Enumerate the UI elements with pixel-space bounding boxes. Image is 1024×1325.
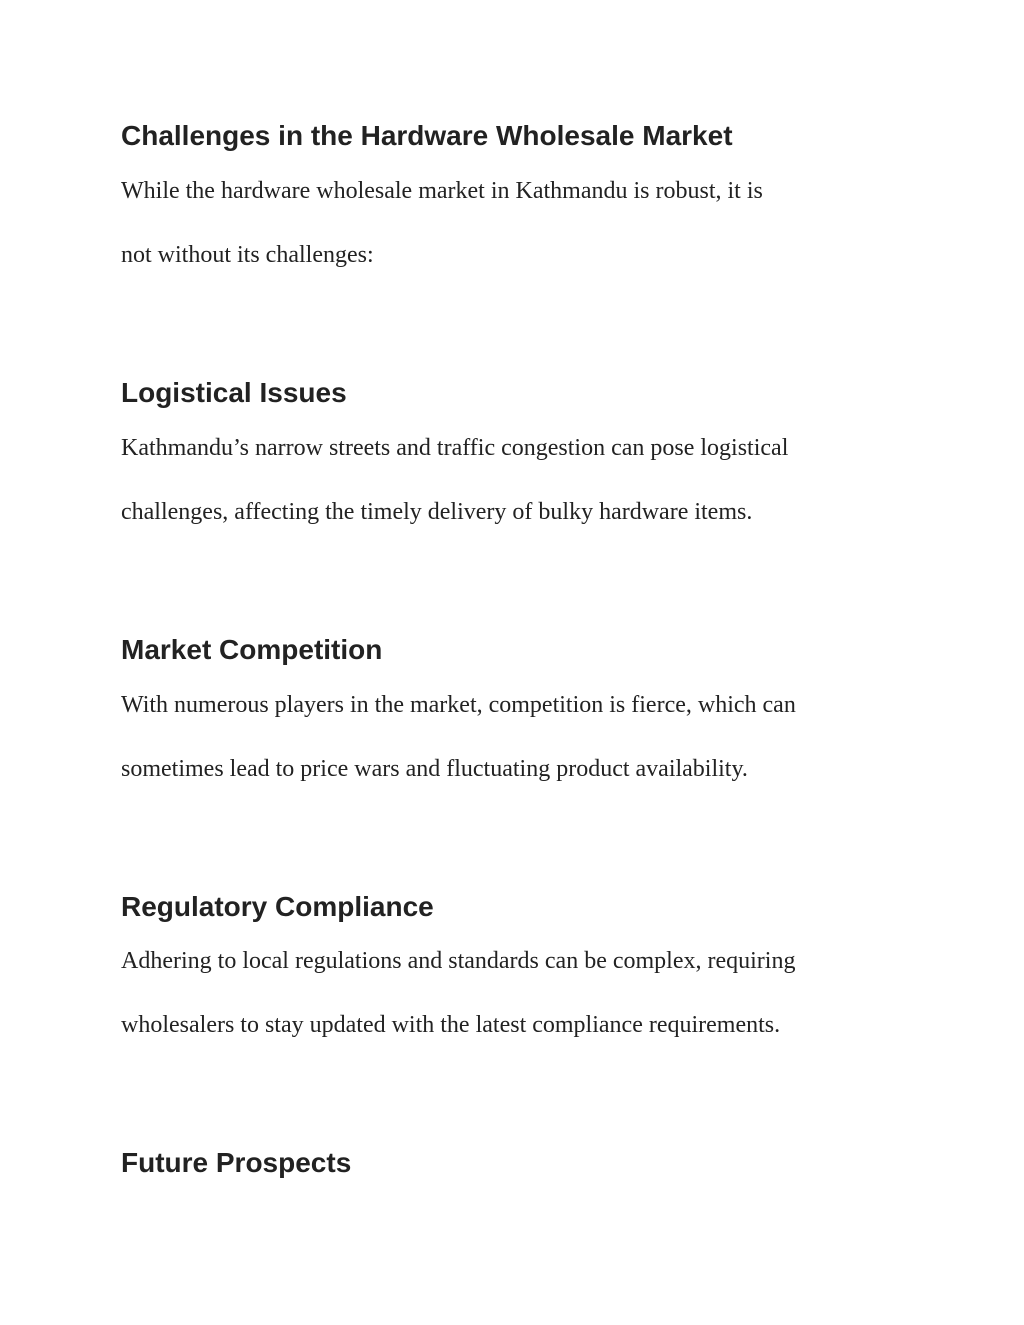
paragraph-line: challenges, affecting the timely delivery of bulky hardware items. [121,499,753,525]
paragraph-line: While the hardware wholesale market in Kathmandu is robust, it is [121,178,763,204]
paragraph-line: not without its challenges: [121,242,374,268]
section-heading-future-prospects: Future Prospects [121,1147,352,1178]
section-heading-challenges: Challenges in the Hardware Wholesale Market [121,120,733,151]
section-heading-logistical-issues: Logistical Issues [121,377,347,408]
paragraph-line: wholesalers to stay updated with the latest compliance requirements. [121,1012,781,1038]
paragraph-line: Adhering to local regulations and standards can be complex, requiring [121,948,796,974]
section-heading-regulatory-compliance: Regulatory Compliance [121,891,434,922]
paragraph-line: With numerous players in the market, competition is fierce, which can [121,692,796,718]
paragraph-line: sometimes lead to price wars and fluctuating product availability. [121,756,748,782]
paragraph-line: Kathmandu’s narrow streets and traffic congestion can pose logistical [121,435,789,461]
section-heading-market-competition: Market Competition [121,634,383,665]
